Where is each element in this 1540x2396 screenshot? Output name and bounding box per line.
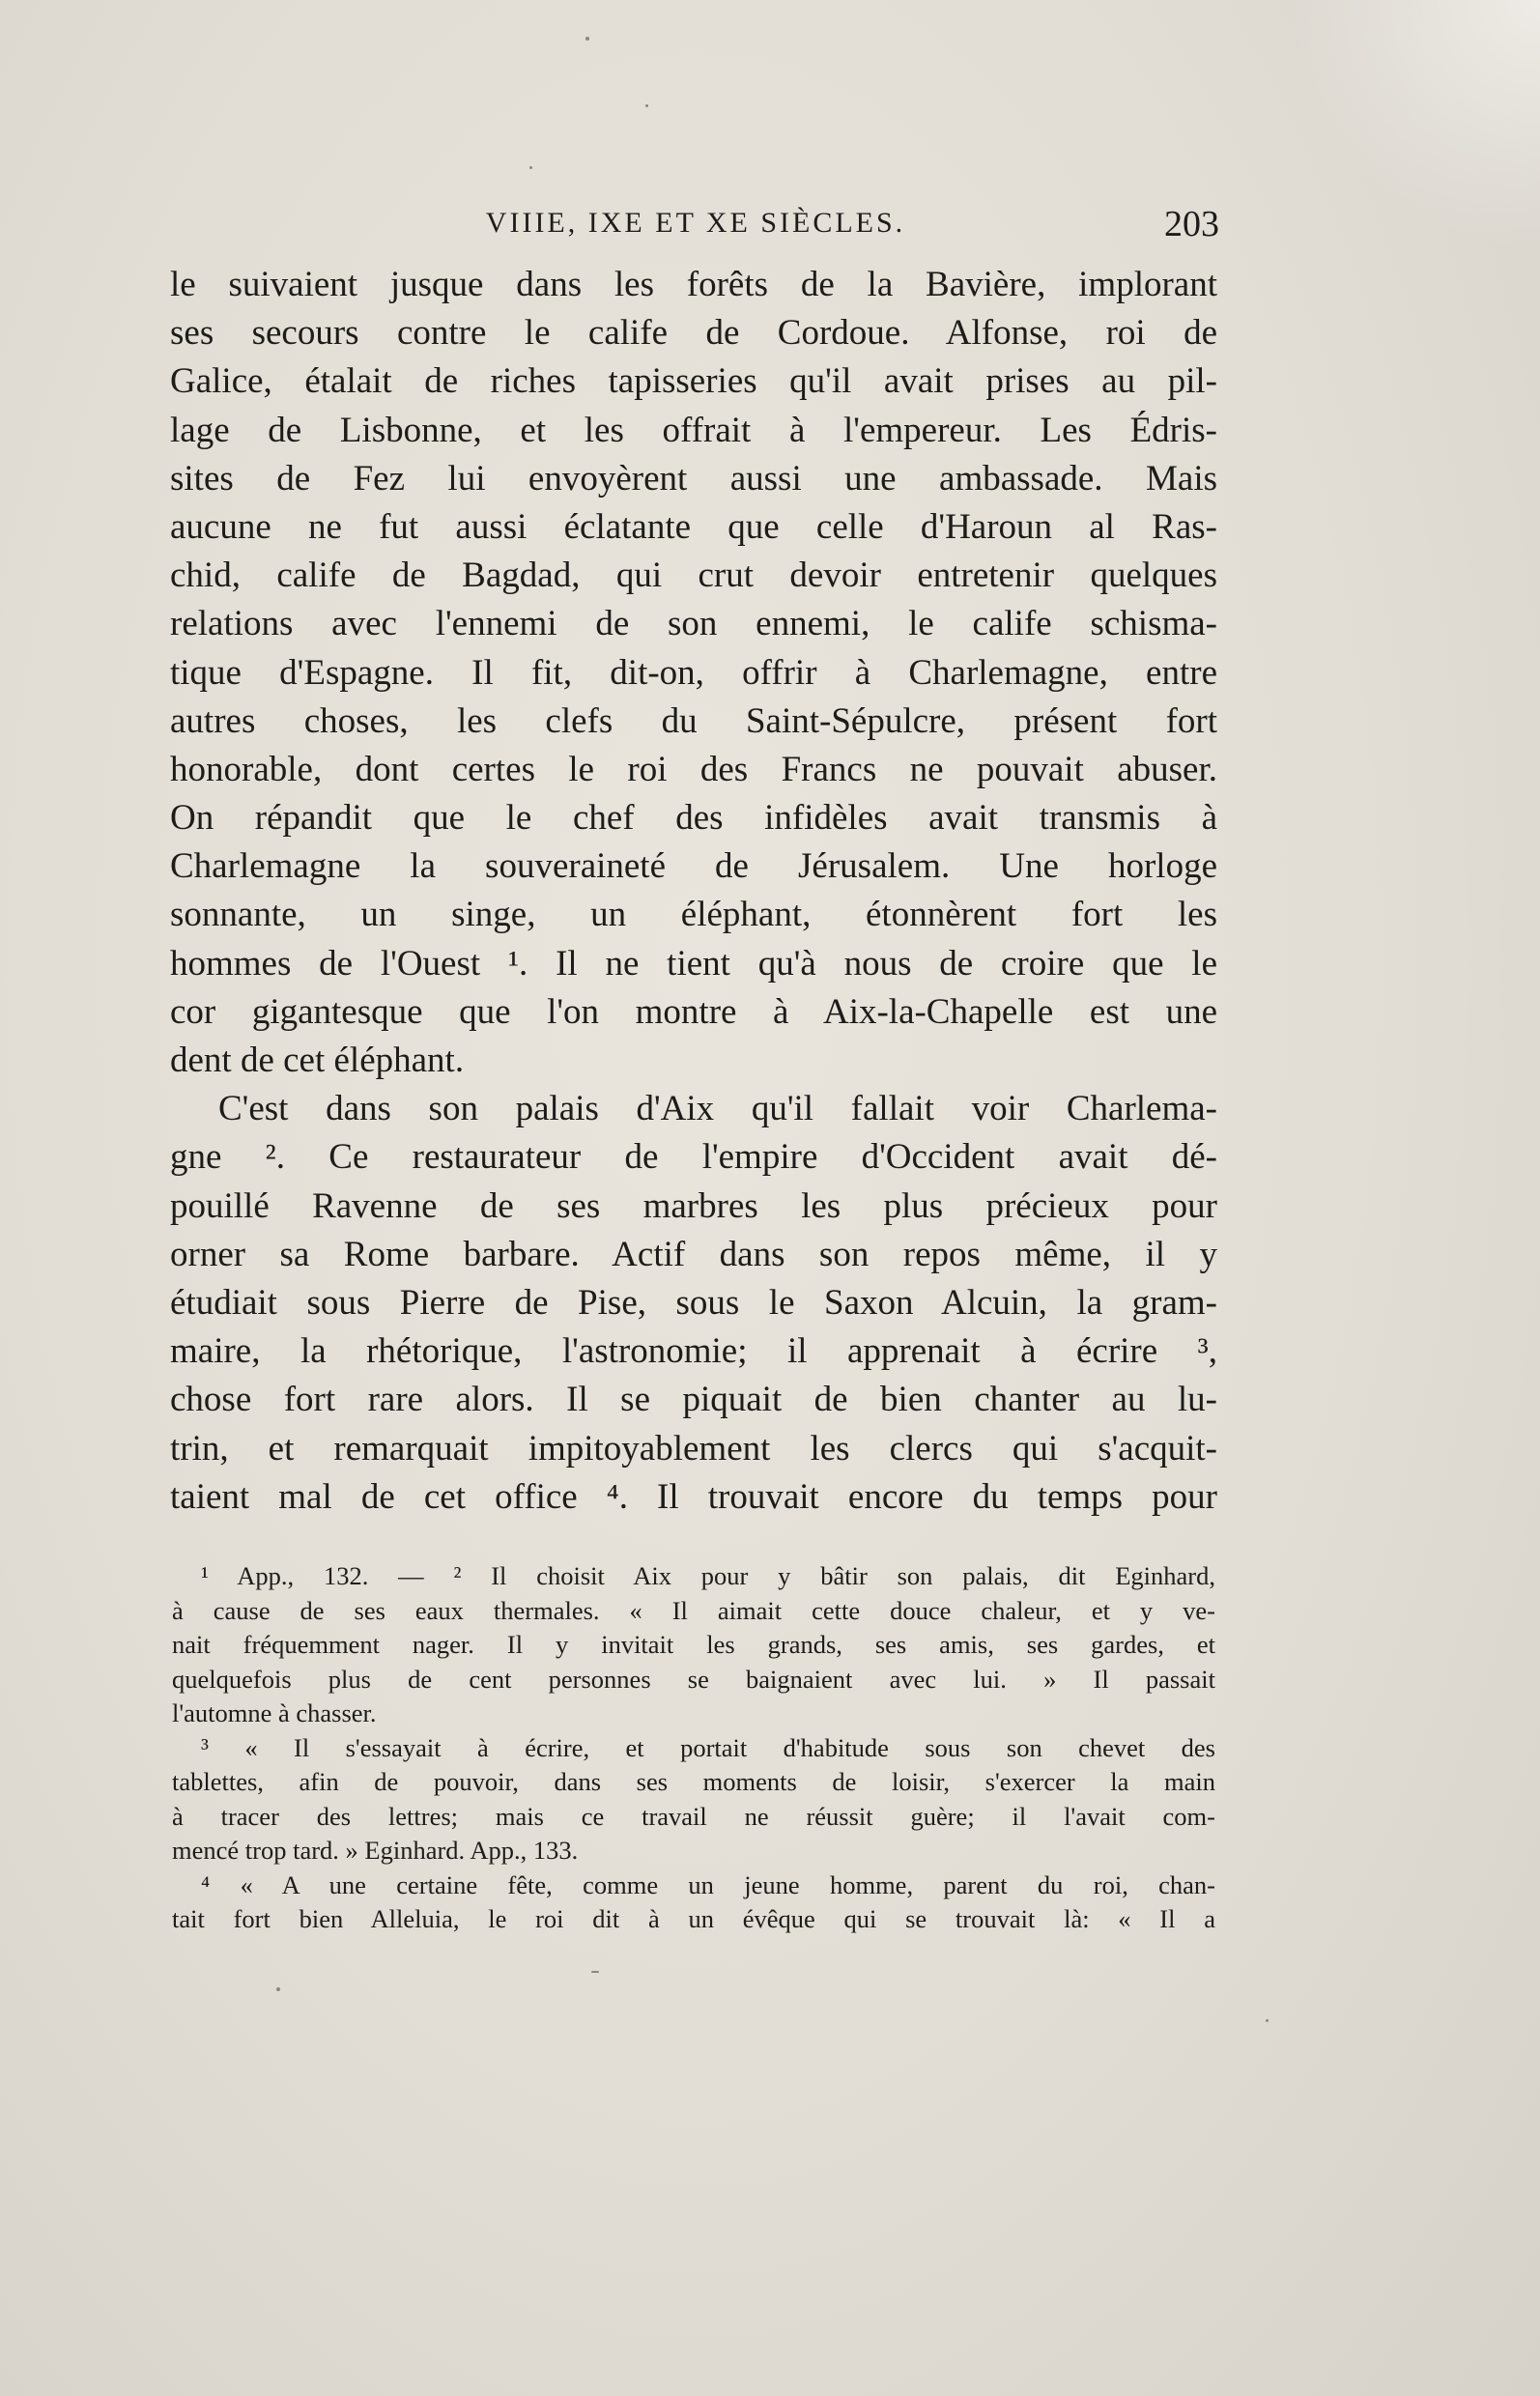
text-line: relations avec l'ennemi de son ennemi, le calife schisma- [170,604,1217,644]
text-line: aucune ne fut aussi éclatante que celle d'Haroun al Ras- [170,506,1217,547]
paper-speck [645,104,648,107]
text-line: étudiait sous Pierre de Pise, sous le Saxon Alcuin, la gram- [170,1282,1217,1323]
footnote-line: quelquefois plus de cent personnes se baignaient avec lui. » Il passait [172,1664,1215,1694]
text-line: chose fort rare alors. Il se piquait de bien chanter au lu- [170,1380,1217,1420]
paper-speck [591,1971,599,1973]
body-text [170,261,1217,1522]
paper-speck [1266,2019,1269,2022]
footnote-line: à cause de ses eaux thermales. « Il aimait cette douce chaleur, et y ve- [172,1595,1215,1625]
text-line: le suivaient jusque dans les forêts de la Bavière, implorant [170,265,1217,304]
footnote-line: tait fort bien Alleluia, le roi dit à un évêque qui se trouvait là: « Il a [172,1904,1215,1933]
text-line: ses secours contre le calife de Cordoue. Alfonse, roi de [170,313,1217,354]
footnote-line: ⁴ « A une certaine fête, comme un jeune homme, parent du roi, chan- [201,1869,1215,1899]
text-line: honorable, dont certes le roi des Francs ne pouvait abuser. [170,749,1217,789]
text-line: Galice, étalait de riches tapisseries qu'il avait prises au pil- [170,361,1217,402]
text-line: C'est dans son palais d'Aix qu'il fallait voir Charlema- [218,1089,1217,1129]
footnote-line: l'automne à chasser. [172,1698,377,1727]
text-line: maire, la rhétorique, l'astronomie; il apprenait à écrire ³, [170,1331,1217,1372]
running-head [172,203,1219,251]
paper-speck [529,166,532,169]
footnote-line: mencé trop tard. » Eginhard. App., 133. [172,1836,579,1865]
text-line: hommes de l'Ouest ¹. Il ne tient qu'à nous de croire que le [170,943,1217,984]
text-line: Charlemagne la souveraineté de Jérusalem. Une horloge [170,846,1217,887]
paper-speck [585,37,589,41]
footnotes [172,1559,1215,1937]
text-line: orner sa Rome barbare. Actif dans son repos même, il y [170,1234,1217,1274]
text-line: chid, calife de Bagdad, qui crut devoir entretenir quelques [170,556,1217,596]
text-line: lage de Lisbonne, et les offrait à l'empereur. Les Édris- [170,410,1217,450]
running-title: VIIIE, IXE ET XE SIÈCLES. [485,207,906,239]
footnote-line: tablettes, afin de pouvoir, dans ses moments de loisir, s'exercer la main [172,1767,1215,1796]
page-number: 203 [1164,204,1219,244]
text-line: autres choses, les clefs du Saint-Sépulcre, présent fort [170,700,1217,741]
page-corner-highlight [1289,0,1540,251]
paper-speck [276,1987,280,1991]
text-line: trin, et remarquait impitoyablement les clercs qui s'acquit- [170,1428,1217,1469]
text-line: On répandit que le chef des infidèles avait transmis à [170,798,1217,839]
text-line: pouillé Ravenne de ses marbres les plus précieux pour [170,1185,1217,1226]
footnote-line: ¹ App., 132. — ² Il choisit Aix pour y bâtir son palais, dit Eginhard, [201,1561,1215,1590]
text-line: tique d'Espagne. Il fit, dit-on, offrir à Charlemagne, entre [170,652,1217,693]
text-line: cor gigantesque que l'on montre à Aix-la-Chapelle est une [170,991,1217,1032]
text-line: sites de Fez lui envoyèrent aussi une ambassade. Mais [170,458,1217,499]
footnote-line: à tracer des lettres; mais ce travail ne réussit guère; il l'avait com- [172,1801,1215,1831]
text-line: sonnante, un singe, un éléphant, étonnèrent fort les [170,895,1217,935]
text-line: taient mal de cet office ⁴. Il trouvait encore du temps pour [170,1476,1217,1517]
footnote-line: nait fréquemment nager. Il y invitait les grands, ses amis, ses gardes, et [172,1630,1215,1659]
text-line: gne ². Ce restaurateur de l'empire d'Occident avait dé- [170,1137,1217,1178]
footnote-line: ³ « Il s'essayait à écrire, et portait d'habitude sous son chevet des [201,1732,1215,1762]
text-line: dent de cet éléphant. [170,1041,465,1080]
